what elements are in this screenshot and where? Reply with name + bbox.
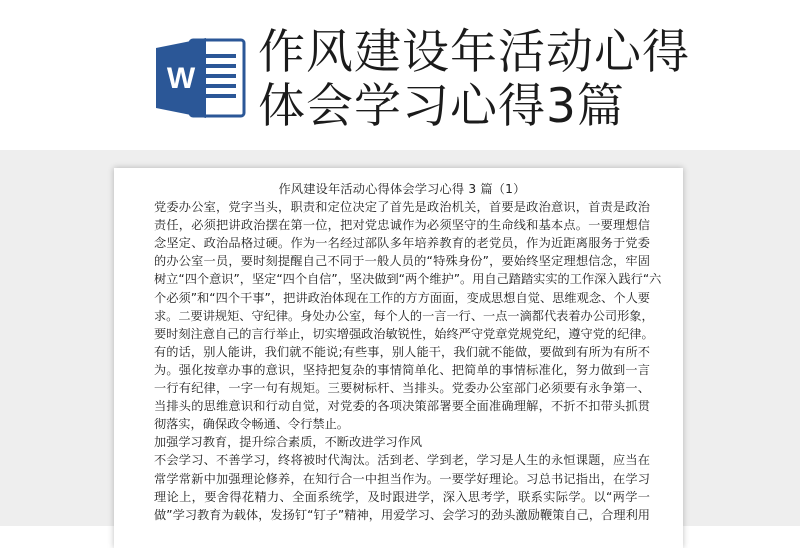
word-document-icon [152, 30, 248, 126]
section-heading: 加强学习教育，提升综合素质，不断改进学习作风 [154, 435, 423, 450]
text-line: 有的话，别人能讲，我们就不能说;有些事，别人能干，我们就不能做，要做到有所为有所不 [154, 344, 650, 359]
text-line: 理论上，要舍得花精力、全面系统学，及时跟进学，深入思考学，联系实际学。以“两学一 [154, 489, 650, 504]
text-line: 的办公室一员，要时刻提醒自己不同于一般人员的“特殊身份”，要始终坚定理想信念，牢固 [154, 254, 650, 269]
text-line: 一行有纪律，一字一句有规矩。三要树标杆、当排头。党委办公室部门必须要有永争第一、 [154, 381, 650, 396]
text-line: 党委办公室，党字当头，职责和定位决定了首先是政治机关，首要是政治意识，首责是政治 [154, 200, 650, 215]
text-line: 责任，必须把讲政治摆在第一位，把对党忠诚作为必须坚守的生命线和基本点。一要理想信 [154, 218, 650, 233]
text-line: 个必须”和“四个干事”，把讲政治体现在工作的方方面面，变成思想自觉、思维观念、个人要 [154, 290, 650, 305]
document-title: 作风建设年活动心得体会学习心得 3 篇（1） [278, 182, 526, 196]
title-line-2: 体会学习心得3篇 [258, 79, 625, 134]
text-line: 常学常新中加强理论修养，在知行合一中担当作为。一要学好理论。习总书记指出，在学习 [154, 471, 650, 486]
text-line: 为。强化按章办事的意识，坚持把复杂的事情简单化、把简单的事情标准化，努力做到一言 [154, 362, 650, 377]
document-content [154, 180, 662, 524]
word-icon-letter: W [166, 62, 196, 95]
text-line: 树立“四个意识”，坚定“四个自信”，坚决做到“两个维护”。用自己踏踏实实的工作深入践行“六 [154, 272, 662, 287]
text-line: 做”学习教育为载体，发扬钉“钉子”精神，用爱学习、会学习的劲头激励鞭策自己，合理利用 [154, 507, 650, 522]
text-line: 不会学习、不善学习，终将被时代淘汰。活到老、学到老，学习是人生的永恒课题，应当在 [154, 453, 650, 468]
text-line: 念坚定、政治品格过硬。作为一名经过部队多年培养教育的老党员，作为近距离服务于党委 [154, 236, 650, 251]
text-line: 求。二要讲规矩、守纪律。身处办公室，每个人的一言一行、一点一滴都代表着办公司形象， [154, 308, 654, 323]
header-banner [0, 0, 800, 150]
title-line-1: 作风建设年活动心得 [258, 25, 690, 80]
text-line: 要时刻注意自己的言行举止，切实增强政治敏锐性，始终严守党章党规党纪，遵守党的纪律。 [154, 326, 654, 341]
page-title [258, 26, 788, 134]
text-line: 彻落实，确保政令畅通、令行禁止。 [154, 417, 349, 432]
text-line: 当排头的思维意识和行动自觉，对党委的各项决策部署要全面准确理解，不折不扣带头抓贯 [154, 399, 650, 414]
